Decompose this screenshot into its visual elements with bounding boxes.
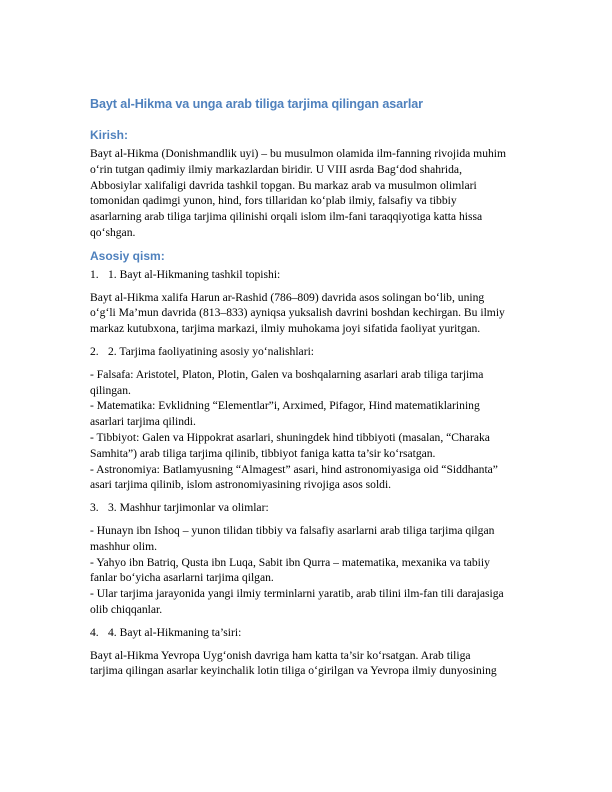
text-line: markaz kutubxona, tarjima markazi, ilmiy muhokama joyi sifatida faoliyat yuritgan. [90, 322, 481, 336]
text-line: - Yahyo ibn Batriq, Qusta ibn Luqa, Sabit ibn Qurra – matematika, mexanika va tabiiy [90, 555, 490, 569]
text-line: qilingan. [90, 383, 131, 397]
text-line: mashhur olim. [90, 539, 157, 553]
section-4-paragraph [90, 648, 522, 680]
main-heading: Asosiy qism: [90, 248, 165, 263]
text-line: - Falsafa: Aristotel, Platon, Plotin, Galen va boshqalarning asarlari arab tiliga tarjima [90, 367, 484, 381]
text-line: Samhita”) arab tiliga tarjima qilinib, tibbiyot faniga katta ta’sir ko‘rsatgan. [90, 446, 436, 460]
text-line: asarlari tarjima qilindi. [90, 415, 196, 429]
list-item-text: 4. Bayt al-Hikmaning ta’siri: [108, 625, 242, 639]
list-number: 4. [90, 625, 99, 639]
section-4-label [90, 625, 522, 641]
text-line: qo‘shgan. [90, 225, 136, 239]
section-2-label [90, 344, 522, 360]
section-3-label [90, 500, 522, 516]
list-number: 1. [90, 267, 99, 281]
document-title: Bayt al-Hikma va unga arab tiliga tarjima qilingan asarlar [90, 97, 423, 111]
text-line: - Ular tarjima jarayonida yangi ilmiy terminlarni yaratib, arab tilini ilm-fan tili darajasiga [90, 587, 504, 601]
section-2-paragraph [90, 367, 522, 493]
list-item-text: 1. Bayt al-Hikmaning tashkil topishi: [108, 267, 281, 281]
text-line: Bayt al-Hikma (Donishmandlik uyi) – bu musulmon olamida ilm-fanning rivojida muhim [90, 147, 507, 160]
text-line: Abbosiylar xalifaligi davrida tashkil topgan. Bu markaz arab va musulmon olimlari [90, 178, 477, 192]
section-1-paragraph [90, 290, 522, 337]
section-3-paragraph [90, 523, 522, 618]
text-line: Bayt al-Hikma Yevropa Uyg‘onish davriga ham katta ta’sir ko‘rsatgan. Arab tiliga [90, 648, 471, 662]
text-line: - Tibbiyot: Galen va Hippokrat asarlari, shuningdek hind tibbiyoti (masalan, “Charaka [90, 430, 490, 444]
text-line: tarjima qilingan asarlar keyinchalik lotin tiliga o‘girilgan va Yevropa ilmiy dunyosining [90, 664, 497, 678]
text-line: olib chiqqanlar. [90, 602, 163, 616]
list-item-text: 2. Tarjima faoliyatining asosiy yo‘nalishlari: [108, 344, 315, 358]
text-line: asarlarning arab tiliga tarjima qilinishi orqali islom ilm-fani taraqqiyotiga katta hissa [90, 210, 483, 224]
intro-paragraph [90, 146, 522, 241]
text-line: o‘g‘li Ma’mun davrida (813–833) ayniqsa yuksalish davrini boshdan kechirgan. Bu ilmiy [90, 306, 505, 320]
text-line: Bayt al-Hikma xalifa Harun ar-Rashid (786–809) davrida asos solingan bo‘lib, uning [90, 290, 485, 304]
text-line: o‘rin tutgan qadimiy ilmiy markazlardan biridir. U VIII asrda Bag‘dod shahrida, [90, 162, 462, 176]
list-number: 3. [90, 501, 99, 515]
section-1-label [90, 267, 522, 283]
list-item-text: 3. Mashhur tarjimonlar va olimlar: [108, 501, 269, 515]
intro-heading: Kirish: [90, 128, 129, 142]
text-line: asari tarjima qilinib, islom astronomiyasining rivojiga asos soldi. [90, 478, 392, 492]
document-content [90, 97, 522, 686]
text-line: - Astronomiya: Batlamyusning “Almagest” asari, hind astronomiyasiga oid “Siddhanta” [90, 462, 498, 476]
text-line: fanlar bo‘yicha asarlarni tarjima qilgan. [90, 571, 274, 585]
list-number: 2. [90, 344, 99, 358]
text-line: tomonidan qadimgi yunon, hind, fors tillaridan ko‘plab ilmiy, falsafiy va tibbiy [90, 194, 457, 208]
text-line: - Matematika: Evklidning “Elementlar”i, Arximed, Pifagor, Hind matematiklarining [90, 399, 480, 413]
text-line: - Hunayn ibn Ishoq – yunon tilidan tibbiy va falsafiy asarlarni arab tiliga tarjima qilgan [90, 523, 495, 537]
